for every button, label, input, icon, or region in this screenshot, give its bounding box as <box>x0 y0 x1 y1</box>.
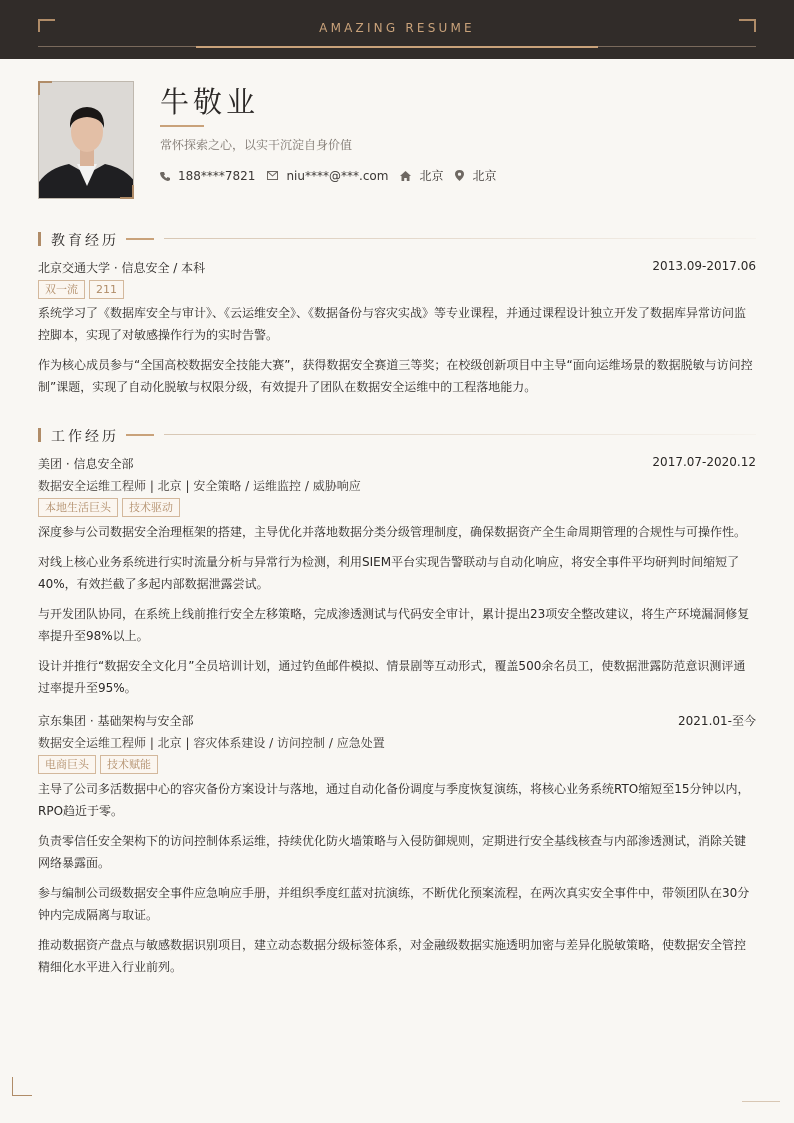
contact-hometown-text: 北京 <box>419 169 444 183</box>
section-dash <box>126 434 154 436</box>
education-paragraph: 系统学习了《数据库安全与审计》、《云运维安全》、《数据备份与容灾实战》等专业课程，并通过课程设计独立开发了数据库异常访问监控脚本，实现了对敏感操作行为的实时告警。 <box>38 306 747 342</box>
location-pin-icon <box>455 170 464 181</box>
contact-email <box>267 169 388 183</box>
job-paragraph: 推动数据资产盘点与敏感数据识别项目，建立动态数据分级标签体系，对金融级数据实施透明加密与差异化脱敏策略，使数据安全管控精细化水平进入行业前列。 <box>38 938 747 974</box>
contact-phone-text: 188****7821 <box>178 168 256 183</box>
header-divider-accent <box>196 46 598 48</box>
job-company: 京东集团 · 基础架构与安全部 <box>38 714 194 728</box>
job-paragraph: 深度参与公司数据安全治理框架的搭建，主导优化并落地数据分类分级管理制度，确保数据资产全生命周期管理的合规性与可操作性。 <box>38 525 747 539</box>
phone-icon <box>160 171 170 181</box>
job-paragraph: 对线上核心业务系统进行实时流量分析与异常行为检测，利用SIEM平台实现告警联动与自动化响应，将安全事件平均研判时间缩短了40%，有效拦截了多起内部数据泄露尝试。 <box>38 555 740 591</box>
photo-corner-ornament-top <box>38 81 52 95</box>
header-bar <box>0 0 794 59</box>
photo-corner-ornament-bottom <box>120 185 134 199</box>
education-tags <box>38 280 128 299</box>
job-tags <box>38 498 184 517</box>
profile-motto: 常怀探索之心，以实干沉淀自身价值 <box>160 138 353 152</box>
education-period: 2013.09-2017.06 <box>652 259 756 273</box>
section-dash <box>126 238 154 240</box>
footer-rule <box>742 1101 780 1102</box>
education-school: 北京交通大学 · 信息安全 / 本科 <box>38 261 206 275</box>
job-paragraph: 参与编制公司级数据安全事件应急响应手册，并组织季度红蓝对抗演练，不断优化预案流程，在两次真实安全事件中，带领团队在30分钟内完成隔离与取证。 <box>38 886 750 922</box>
contact-location-text: 北京 <box>472 169 497 183</box>
section-title: 教育经历 <box>51 233 119 249</box>
section-rule <box>164 238 756 239</box>
footer-corner-ornament <box>12 1077 32 1096</box>
job-period: 2021.01-至今 <box>678 714 756 728</box>
tag: 技术驱动 <box>122 498 180 517</box>
person-avatar-icon <box>39 82 134 199</box>
job-role: 数据安全运维工程师 | 北京 | 安全策略 / 运维监控 / 威胁响应 <box>38 479 361 493</box>
section-marker <box>38 428 41 442</box>
profile-photo <box>38 81 134 199</box>
mail-icon <box>267 171 278 180</box>
contact-list <box>160 167 508 184</box>
section-education-header <box>38 231 756 247</box>
section-work-header <box>38 427 756 443</box>
tag: 211 <box>89 280 124 299</box>
job-tags <box>38 755 162 774</box>
job-paragraph: 设计并推行“数据安全文化月”全员培训计划，通过钓鱼邮件模拟、情景剧等互动形式，覆盖500余名员工，使数据泄露防范意识测评通过率提升至95%。 <box>38 659 746 695</box>
contact-email-text: niu****@***.com <box>286 168 389 183</box>
name-underline <box>160 125 204 127</box>
section-rule <box>164 434 756 435</box>
header-brand: AMAZING RESUME <box>319 21 475 35</box>
job-paragraph: 负责零信任安全架构下的访问控制体系运维，持续优化防火墙策略与入侵防御规则，定期进行安全基线核查与内部渗透测试，消除关键网络暴露面。 <box>38 834 747 870</box>
profile-name: 牛敬业 <box>160 85 260 119</box>
section-title: 工作经历 <box>51 429 119 445</box>
contact-location <box>455 167 496 184</box>
tag: 本地生活巨头 <box>38 498 118 517</box>
job-paragraph: 主导了公司多活数据中心的容灾备份方案设计与落地，通过自动化备份调度与季度恢复演练，将核心业务系统RTO缩短至15分钟以内，RPO趋近于零。 <box>38 782 750 818</box>
job-paragraph: 与开发团队协同，在系统上线前推行安全左移策略，完成渗透测试与代码安全审计，累计提出23项安全整改建议，将生产环境漏洞修复率提升至98%以上。 <box>38 607 750 643</box>
section-marker <box>38 232 41 246</box>
contact-hometown <box>400 167 443 184</box>
job-role: 数据安全运维工程师 | 北京 | 容灾体系建设 / 访问控制 / 应急处置 <box>38 736 385 750</box>
education-paragraph: 作为核心成员参与“全国高校数据安全技能大赛”，获得数据安全赛道三等奖；在校级创新项目中主导“面向运维场景的数据脱敏与访问控制”课题，实现了自动化脱敏与权限分级，有效提升了团队在数据安全运维中的工程落地能力。 <box>38 358 753 394</box>
home-icon <box>400 171 411 181</box>
tag: 技术赋能 <box>100 755 158 774</box>
tag: 电商巨头 <box>38 755 96 774</box>
contact-phone <box>160 169 255 183</box>
job-company: 美团 · 信息安全部 <box>38 457 134 471</box>
tag: 双一流 <box>38 280 85 299</box>
job-period: 2017.07-2020.12 <box>652 455 756 469</box>
